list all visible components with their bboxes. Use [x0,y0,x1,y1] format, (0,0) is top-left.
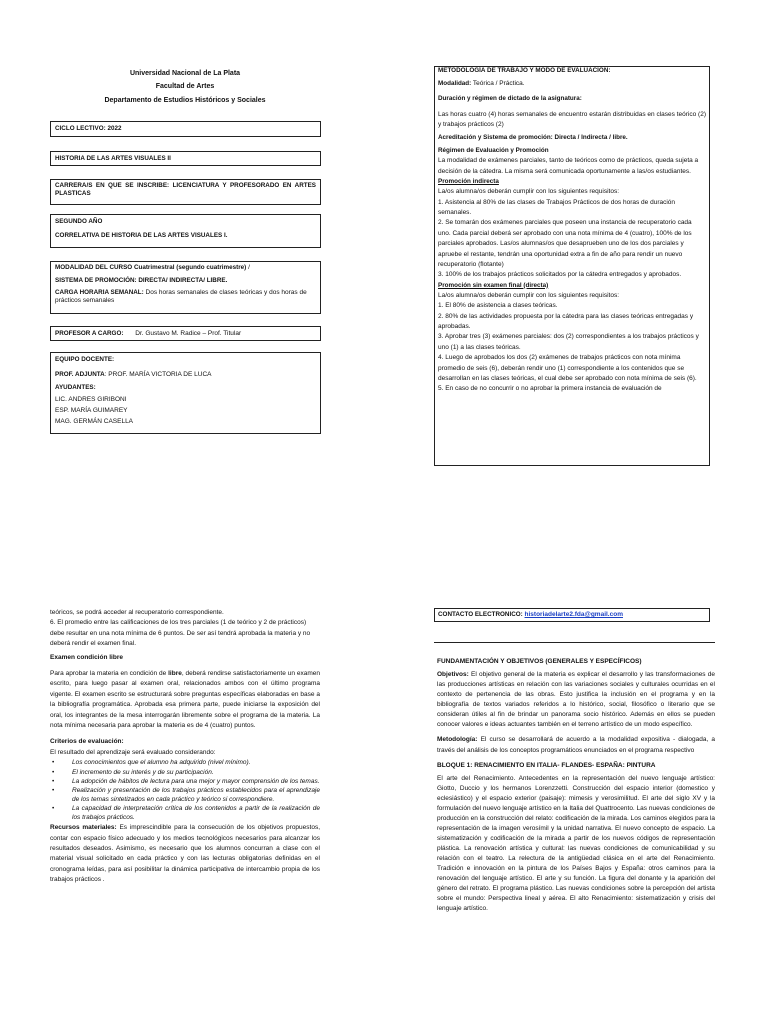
faculty-name: Facultad de Artes [155,83,215,91]
directa-item: 2. 80% de las actividades propuesta por la cátedra para las clases teóricas entregadas y aprobadas. [438,312,694,331]
anio-box [50,214,321,248]
objetivos-text: El objetivo general de la materia es explicar el desarrollo y las transformaciones de las producciones artísticas en relación con las variaciones sociales y culturales ocurridas en el contexto de pertenencia de las obras. Esto justifica la inclusión en el programa y en la bibliografía de textos variados referidos a lo histórico, social, filosófico o literario que se consideran útiles al fin de brindar un panorama socio histórico. Además en ellos se pueden conocer valores e ideas actuantes también en el terreno artístico de un modo específico. [437,671,715,729]
bloque-title: BLOQUE 1: RENACIMIENTO EN ITALIA- FLANDES- ESPAÑA: PINTURA [437,761,656,769]
course-title: HISTORIA DE LAS ARTES VISUALES II [55,155,171,162]
recuperatorio-text: teóricos, se podrá acceder al recuperatorio correspondiente. [50,609,224,616]
directa-title: Promoción sin examen final (directa) [438,281,549,289]
ayudante-item: MAG. GERMÁN CASELLA [55,418,134,426]
profesor-box [50,326,321,341]
profesor-name: Dr. Gustavo M. Radice – Prof. Titular [135,330,242,337]
modalidad-label: MODALIDAD DEL CURSO Cuatrimestral (segundo cuatrimestre) [55,264,247,271]
ayudantes-label: AYUDANTES: [55,384,96,392]
indirecta-item: 2. Se tomarán dos exámenes parciales que poseen una instancia de recuperatorio cada uno. Cada parcial deberá ser aprobado con una nota mínima de 4 (cuatro), 100% de los parciales aprobados. Las/os alumnas/os que desaprueben uno de los dos parciales y apruebe el restante, tendrán una oportunidad extra a fin de año para rendir un nuevo recuperatorio (flotante) [438,219,692,268]
profesor-label: PROFESOR A CARGO: [55,330,124,337]
ayudante-item: ESP. MARÍA GUIMAREY [55,407,128,415]
contacto-box [434,608,710,622]
header-block [50,67,320,107]
criterio-item: • Realización y presentación de los trabajos prácticos establecidos para el aprendizaje de los temas sintetizados en cada práctico y teórico si correspondiere. [72,787,320,804]
metodologia-text: El curso se desarrollará de acuerdo a la modalidad expositiva - dialogada, a través del análisis de los conceptos programáticos enunciados en el programa respectivo [437,736,715,754]
modalidad-label: Modalidad: [438,80,472,88]
regimen-title: Régimen de Evaluación y Promoción [438,147,549,155]
carreras-box [50,179,321,205]
bloque-text: El arte del Renacimiento. Antecedentes en la representación del nuevo lenguaje artístico: Giotto, Duccio y los hermanos Lorenzzetti. Construcción del espacio interior (domestico y eclesiástico) y el espacio exterior (paisaje): mimesis y verosimilitud. El arte del siglo XV y la formulación del nuevo lenguaje artístico en la Italia del Quattrocento. Las nuevas condiciones de producción en la construcción del relato: codificación de la mirada. Los caminos elegidos para la representación de la imagen verosímil y la unidad narrativa. El nuevo concepto de espacio. La sistematización y codificación de la mirada a partir de los nuevos códigos de representación plástica. La renovación artística y cultural: las nuevas condiciones de comunicabilidad y su relación con el teatro. La relectura de la antigüedad clásica en el arte del Renacimiento. Tradición e innovación en la pintura de los Países Bajos y España: otros caminos para la renovación del lenguaje artístico. El arte y su función. La figura del donante y la aparición del género del retrato. El programa plástico. Las nuevas condiciones sobre la percepción del artista sobre el mundo: Perspectiva lineal y aérea. El alto Renacimiento: sistematización y crisis del lenguaje artístico. [437,774,715,913]
directa-item: 5. En caso de no concurrir o no aprobar la primera instancia de evaluación de [438,385,662,393]
metodologia-title: METODOLOGÍA DE TRABAJO Y MODO DE EVALUACIÓN: [438,67,611,74]
ciclo-box [50,121,321,137]
indirecta-title: Promoción indirecta [438,178,499,186]
indirecta-item: 3. 100% de los trabajos prácticos solicitados por la cátedra entregados y aprobados. [438,271,682,279]
duracion-title: Duración y régimen de dictado de la asignatura: [438,95,582,103]
directa-item: 3. Aprobar tres (3) exámenes parciales: dos (2) correspondientes a los trabajos prácticos y uno (1) a las clases teóricas. [438,333,699,351]
indirecta-intro: La/os alumna/os deberán cumplir con los siguientes requisitos: [438,188,620,196]
libre-text-pre: Para aprobar la materia en condición de [50,669,169,677]
department-name: Departamento de Estudios Históricos y Sociales [104,96,266,104]
libre-title: Examen condición libre [50,653,123,661]
ayudante-item: LIC. ANDRES GIRIBONI [55,396,127,404]
duracion-text: Las horas cuatro (4) horas semanales de encuentro estarán distribuidas en clases teórico (2) y trabajos prácticos (2) [438,110,706,128]
directa-item: 4. Luego de aprobados los dos (2) exámenes de trabajos prácticos con nota mínima promedio de seis (6), deberán rendir uno (1) correspondiente a los contenidos que se desarrollan en las clases teóricas, el cual debe ser aprobado con nota mínima de seis (6). [438,354,697,382]
criterios-intro: El resultado del aprendizaje será evaluado considerando: [50,748,216,756]
ciclo-lectivo: CICLO LECTIVO: 2022 [55,125,122,132]
equipo-title: EQUIPO DOCENTE: [55,356,115,363]
criterio-item: • Los conocimientos que el alumno ha adquirido (nivel mínimo). [72,759,320,767]
criterio-item: • La adopción de hábitos de lectura para una mejor y mayor comprensión de los temas. [72,778,320,786]
carga-text: Dos horas semanales de clases teóricas y dos horas de prácticos semanales [55,289,307,305]
university-name: Universidad Nacional de La Plata [129,70,241,77]
libre-bold: libre [168,669,182,677]
acreditacion-text: Acreditación y Sistema de promoción: Directa / Indirecta / libre. [438,134,628,142]
objetivos-label: Objetivos: [437,671,469,679]
page2-right-column [437,657,715,969]
anio-text: SEGUNDO AÑO [55,218,103,225]
criterios-list [50,759,320,822]
promocion-text: SISTEMA DE PROMOCIÓN: DIRECTA/ INDIRECTA/ LIBRE. [55,276,228,284]
fundamentacion-title: FUNDAMENTACIÓN Y OBJETIVOS (GENERALES Y ESPECÍFICOS) [437,658,642,665]
divider [434,642,715,643]
recursos-label: Recursos materiales: [50,824,117,832]
promedio-text: 6. El promedio entre las calificaciones de los tres parciales (1 de teórico y 2 de prácticos) debe resultar en una nota mínima de 6 puntos. De ser así tendrá aprobada la materia y no deberá rendir el examen final. [50,619,311,648]
modalidad-text: Teórica / Práctica. [471,80,525,88]
adjunta-name: : PROF. MARÍA VICTORIA DE LUCA [104,370,212,378]
libre-text [50,669,320,731]
correlativa-text: CORRELATIVA DE HISTORIA DE LAS ARTES VISUALES I. [55,232,228,240]
regimen-text: La modalidad de exámenes parciales, tanto de teóricos como de prácticos, queda sujeta a decisión de la cátedra. La misma será comunicada oportunamente a las/os estudiantes. [438,157,699,175]
contact-email-link[interactable]: historiadelarte2.fda@gmail.com [524,611,623,618]
recursos-text: Es imprescindible para la consecución de los objetivos propuestos, contar con espacio físico adecuado y los medios tecnológicos necesarios para alcanzar los resultados deseados. Asimismo, es necesario que los alumnos concurran a clase con el material visual solicitado en cada práctico y con las lecturas obligatorias definidas en el cronograma leídas, para así posibilitar la dinámica participativa de intercambio propia de los trabajos prácticos . [50,824,321,884]
directa-item: 1. El 80% de asistencia a clases teóricas. [438,302,558,310]
contacto-label: CONTACTO ELECTRONICO: [438,611,525,618]
criterio-item: • El incremento de su interés y de su participación. [72,769,320,777]
equipo-box [50,352,321,434]
libre-text-post: , deberá rendirse satisfactoriamente un examen escrito, para luego pasar al examen oral, relacionados ambos con el último programa vigente. El examen escrito se estructurará sobre preguntas específicas elaboradas en base a la bibliografía programática. Aprobada esa primera parte, puede iniciarse la exposición del oral, los integrantes de la mesa interrogarán libremente sobre el programa de la materia. La nota mínima necesaria para aprobar la materia es de 4 (cuatro) puntos. [50,669,320,729]
materia-box [50,151,321,166]
adjunta-label: PROF. ADJUNTA [55,370,105,378]
criterio-item: • La capacidad de interpretación crítica de los contenidos a partir de la realización de los trabajos prácticos. [72,805,320,822]
metodologia-label: Metodología: [437,736,478,744]
page2-left-column [50,608,320,948]
modalidad-box [50,261,321,314]
carga-label: CARGA HORARIA SEMANAL: [55,289,144,297]
indirecta-item: 1. Asistencia al 80% de las clases de Trabajos Prácticos de dos horas de duración semanales. [438,198,676,217]
metodologia-box [434,66,710,466]
carreras-text: CARRERA/S EN QUE SE INSCRIBE: LICENCIATURA Y PROFESORADO EN ARTES PLASTICAS [55,182,316,198]
criterios-title: Criterios de evaluación: [50,738,124,746]
modalidad-tail: / [246,264,250,271]
directa-intro: La/os alumna/os deberán cumplir con los siguientes requisitos: [438,291,620,299]
